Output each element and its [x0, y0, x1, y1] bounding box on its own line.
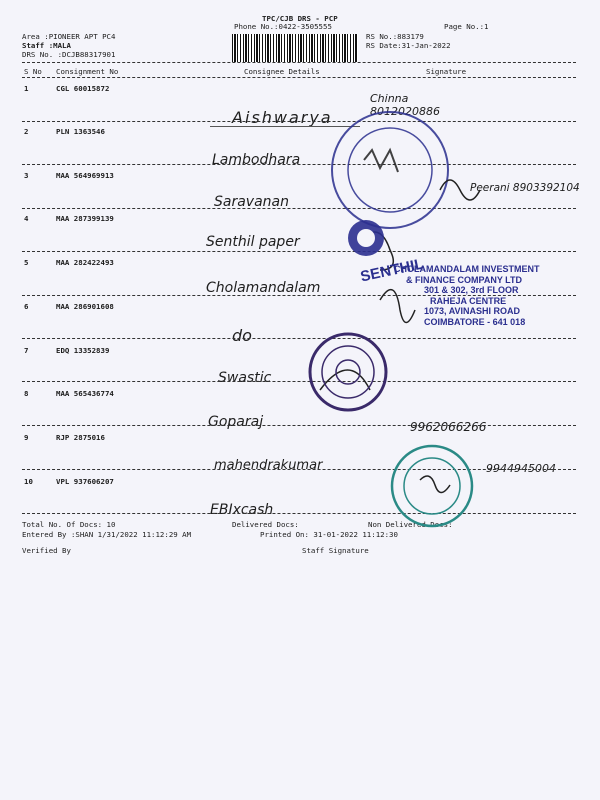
handwritten-name: Senthil paper	[206, 234, 300, 250]
cholamandalam-stamp	[394, 264, 540, 327]
staff-signature-label: Staff Signature	[302, 546, 369, 555]
chola-line: & FINANCE COMPANY LTD	[406, 274, 522, 285]
row-consignment: MAA 287399139	[56, 214, 114, 223]
column-sno: S No	[24, 67, 42, 76]
rs-date: RS Date:31-Jan-2022	[366, 41, 451, 50]
non-delivered-docs: Non Delivered Docs:	[368, 520, 453, 529]
row-sno: 9	[24, 433, 29, 442]
row-sno: 5	[24, 258, 29, 267]
column-consignment: Consignment No	[56, 67, 119, 76]
row-consignment: MAA 565436774	[56, 389, 114, 398]
delivered-docs: Delivered Docs:	[232, 520, 299, 529]
handwritten-phone-note: Chinna 8012020886	[370, 92, 440, 118]
handwritten-name: Cholamandalam	[206, 280, 321, 296]
lampodhara-stamp	[332, 112, 448, 228]
row-sno: 2	[24, 127, 29, 136]
phone-number: Phone No.:0422-3505555	[234, 22, 332, 31]
printed-on: Printed On: 31-01-2022 11:12:30	[260, 530, 398, 539]
row-consignment: VPL 937606207	[56, 477, 114, 486]
row-consignment: MAA 282422493	[56, 258, 114, 267]
row-sno: 4	[24, 214, 29, 223]
senthil-stamp-text: SENTHIL	[358, 255, 426, 286]
chola-line: RAHEJA CENTRE	[430, 295, 507, 306]
handwritten-name: Saravanan	[214, 194, 289, 210]
chola-line: 301 & 302, 3rd FLOOR	[424, 285, 519, 295]
row-consignment: RJP 2875016	[56, 433, 105, 442]
rs-number: RS No.:883179	[366, 32, 424, 41]
row-sno: 1	[24, 84, 29, 93]
swastic-stamp	[310, 334, 386, 410]
row-consignment: MAA 564969913	[56, 171, 114, 180]
handwritten-name: do	[232, 326, 252, 345]
row-consignment: CGL 60015872	[56, 84, 110, 93]
column-consignee: Consignee Details	[244, 67, 320, 76]
row-consignment: MAA 286901608	[56, 302, 114, 311]
verified-by: Verified By	[22, 546, 71, 555]
total-docs: Total No. Of Docs: 10	[22, 520, 116, 529]
handwritten-name: EBIxcash	[210, 502, 274, 518]
row-sno: 8	[24, 389, 29, 398]
staff-label: Staff :MALA	[22, 41, 71, 50]
area-label: Area :PIONEER APT PC4	[22, 32, 116, 41]
handwritten-name: mahendrakumar	[214, 458, 323, 473]
handwritten-name: Goparaj	[208, 414, 264, 430]
row-sno: 3	[24, 171, 29, 180]
handwritten-name: Swastic	[218, 370, 272, 386]
chola-line: COIMBATORE - 641 018	[424, 316, 526, 327]
handwritten-name: Lambodhara	[212, 152, 301, 168]
column-signature: Signature	[426, 67, 467, 76]
row-consignment: PLN 1363546	[56, 127, 105, 136]
entered-by: Entered By :SHAN 1/31/2022 11:12:29 AM	[22, 530, 192, 539]
handwritten-phone-note: 9962066266	[410, 420, 487, 434]
row-sno: 6	[24, 302, 29, 311]
page-number: Page No.:1	[444, 22, 489, 31]
chola-line: 1073, AVINASHI ROAD	[424, 306, 521, 316]
drs-number: DRS No. :DCJB88317901	[22, 50, 116, 59]
handwritten-name: Aishwarya	[232, 108, 333, 127]
row-sno: 10	[24, 477, 33, 486]
senthil-logo	[348, 220, 384, 256]
row-sno: 7	[24, 346, 29, 355]
ebixcash-stamp	[392, 446, 472, 526]
chola-line: CHOLAMANDALAM INVESTMENT	[394, 264, 540, 274]
handwritten-phone-note: 9944945004	[486, 462, 556, 475]
handwritten-phone-note: Peerani 8903392104	[470, 182, 580, 194]
row-consignment: EDQ 13352839	[56, 346, 110, 355]
document-title: TPC/CJB DRS - PCP	[262, 14, 338, 23]
